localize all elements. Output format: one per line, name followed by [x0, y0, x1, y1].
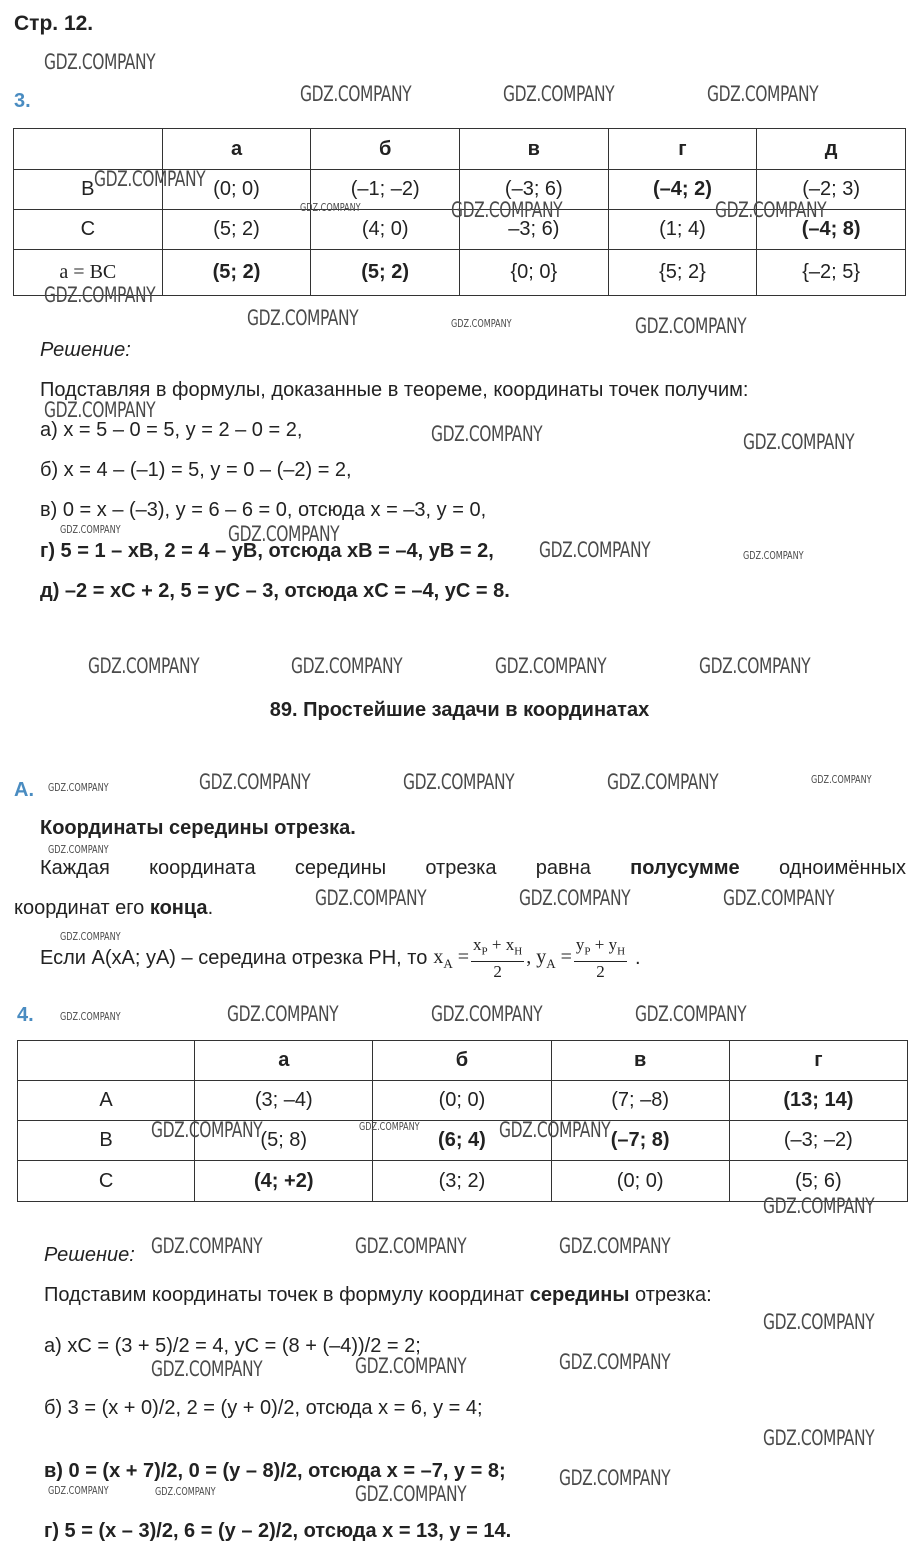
solution-line-c: в) 0 = x – (–3), y = 6 – 6 = 0, отсюда x = –3, y = 0,: [40, 499, 487, 521]
text: координат его: [14, 897, 150, 919]
watermark: GDZ.COMPANY: [228, 522, 340, 546]
watermark: GDZ.COMPANY: [291, 654, 403, 678]
table-cell: {0; 0}: [459, 250, 608, 296]
table-cell: [18, 1041, 195, 1081]
table-cell: {5; 2}: [608, 250, 757, 296]
watermark: GDZ.COMPANY: [355, 1482, 467, 1506]
table-cell: C: [18, 1161, 195, 1202]
table-cell: (–2; 3): [757, 170, 906, 210]
watermark: GDZ.COMPANY: [315, 886, 427, 910]
table-cell: B: [18, 1121, 195, 1161]
task4-number: 4.: [17, 1004, 34, 1026]
watermark: GDZ.COMPANY: [539, 538, 651, 562]
table-cell: A: [18, 1081, 195, 1121]
watermark: GDZ.COMPANY: [60, 1010, 121, 1023]
watermark: GDZ.COMPANY: [48, 781, 109, 794]
table-cell: (–3; 6): [459, 170, 608, 210]
watermark: GDZ.COMPANY: [763, 1426, 875, 1450]
watermark: GDZ.COMPANY: [723, 886, 835, 910]
watermark: GDZ.COMPANY: [151, 1118, 263, 1142]
watermark: GDZ.COMPANY: [48, 1484, 109, 1497]
watermark: GDZ.COMPANY: [48, 843, 109, 856]
watermark: GDZ.COMPANY: [635, 1002, 747, 1026]
table-header-row: [18, 1041, 908, 1081]
watermark: GDZ.COMPANY: [151, 1234, 263, 1258]
table-cell: (1; 4): [608, 210, 757, 250]
watermark: GDZ.COMPANY: [151, 1357, 263, 1381]
table-cell: (13; 14): [729, 1081, 907, 1121]
table-cell: (5; 8): [195, 1121, 373, 1161]
solution4-line-c: в) 0 = (x + 7)/2, 0 = (y – 8)/2, отсюда x = –7, y = 8;: [44, 1460, 506, 1482]
watermark: GDZ.COMPANY: [199, 770, 311, 794]
watermark: GDZ.COMPANY: [699, 654, 811, 678]
table-header-row: [14, 129, 906, 170]
part-a-paragraph-2: [14, 897, 213, 920]
solution4-line-a: а) xC = (3 + 5)/2 = 4, yC = (8 + (–4))/2 = 2;: [44, 1335, 421, 1357]
table-header-cell: в: [551, 1041, 729, 1081]
watermark: GDZ.COMPANY: [155, 1485, 216, 1498]
table-cell: (0; 0): [551, 1161, 729, 1202]
formula-part: .: [635, 947, 641, 970]
solution-line-d: г) 5 = 1 – xB, 2 = 4 – yB, отсюда xB = –4, yB = 2,: [40, 540, 494, 562]
table-cell: C: [14, 210, 163, 250]
solution-line-a: а) x = 5 – 0 = 5, y = 2 – 0 = 2,: [40, 419, 303, 441]
watermark: GDZ.COMPANY: [300, 201, 361, 214]
text: Подставим координаты точек в формулу координат: [44, 1284, 530, 1306]
solution4-line-b: б) 3 = (x + 0)/2, 2 = (y + 0)/2, отсюда x = 6, y = 4;: [44, 1397, 483, 1419]
watermark: GDZ.COMPANY: [707, 82, 819, 106]
table-header-cell: б: [311, 129, 460, 170]
watermark: GDZ.COMPANY: [247, 306, 359, 330]
table-cell: (5; 2): [162, 210, 311, 250]
formula-part: , $y_A$ =: [526, 945, 572, 971]
watermark: GDZ.COMPANY: [431, 422, 543, 446]
table-header-cell: а: [195, 1041, 373, 1081]
formula-text: Если A(xA; yA) – середина отрезка PH, то: [40, 947, 428, 970]
part-a-paragraph: [40, 857, 906, 880]
watermark: GDZ.COMPANY: [44, 283, 156, 307]
page-label: Стр. 12.: [14, 12, 94, 35]
section-title: 89. Простейшие задачи в координатах: [269, 699, 650, 721]
table-cell: (4; 0): [311, 210, 460, 250]
part-a-heading: Координаты середины отрезка.: [40, 817, 356, 839]
watermark: GDZ.COMPANY: [227, 1002, 339, 1026]
watermark: GDZ.COMPANY: [715, 198, 827, 222]
formula-part: $x_A$ =: [433, 945, 470, 971]
table-header-cell: б: [373, 1041, 551, 1081]
solution-intro-2: [44, 1284, 712, 1307]
watermark: GDZ.COMPANY: [60, 930, 121, 943]
watermark: GDZ.COMPANY: [499, 1118, 611, 1142]
solution4-line-d: г) 5 = (x – 3)/2, 6 = (y – 2)/2, отсюда x = 13, y = 14.: [44, 1520, 512, 1542]
task3-number: 3.: [14, 90, 31, 112]
watermark: GDZ.COMPANY: [763, 1194, 875, 1218]
watermark: GDZ.COMPANY: [559, 1234, 671, 1258]
text: одноимённых: [739, 857, 906, 879]
watermark: GDZ.COMPANY: [355, 1354, 467, 1378]
solution-title: Решение:: [40, 339, 131, 361]
watermark: GDZ.COMPANY: [60, 523, 121, 536]
watermark: GDZ.COMPANY: [44, 50, 156, 74]
table-cell: (5; 2): [162, 250, 311, 296]
table-cell: (3; –4): [195, 1081, 373, 1121]
table-cell: (–1; –2): [311, 170, 460, 210]
table-cell: (0; 0): [162, 170, 311, 210]
watermark: GDZ.COMPANY: [503, 82, 615, 106]
table-cell: a = BC: [14, 250, 163, 296]
watermark: GDZ.COMPANY: [431, 1002, 543, 1026]
watermark: GDZ.COMPANY: [743, 549, 804, 562]
watermark: GDZ.COMPANY: [811, 773, 872, 786]
table-header-cell: г: [729, 1041, 907, 1081]
fraction: $\frac{y_P + y_H}{2}$: [575, 935, 626, 982]
table-cell: (5; 2): [311, 250, 460, 296]
text-bold: конца: [149, 897, 208, 919]
table-header-cell: д: [757, 129, 906, 170]
part-a-number: А.: [14, 779, 34, 801]
text-bold: полусумме: [630, 857, 740, 879]
table-cell: (4; +2): [195, 1161, 373, 1202]
table-cell: (3; 2): [373, 1161, 551, 1202]
table-header-cell: г: [608, 129, 757, 170]
watermark: GDZ.COMPANY: [451, 317, 512, 330]
watermark: GDZ.COMPANY: [94, 167, 206, 191]
watermark: GDZ.COMPANY: [359, 1120, 420, 1133]
text: Каждая координата середины отрезка равна: [40, 857, 631, 879]
table-cell: (–3; –2): [729, 1121, 907, 1161]
fraction: $\frac{x_P + x_H}{2}$: [473, 935, 523, 982]
table-header-cell: в: [459, 129, 608, 170]
solution-line-b: б) x = 4 – (–1) = 5, y = 0 – (–2) = 2,: [40, 459, 352, 481]
watermark: GDZ.COMPANY: [743, 430, 855, 454]
table-cell: (0; 0): [373, 1081, 551, 1121]
solution-line-e: д) –2 = xC + 2, 5 = yC – 3, отсюда xC = –4, yC = 8.: [40, 580, 510, 602]
midpoint-formula: [40, 935, 641, 982]
table-cell: –3; 6): [459, 210, 608, 250]
text-bold: середины: [529, 1284, 630, 1306]
watermark: GDZ.COMPANY: [451, 198, 563, 222]
table-cell: B: [14, 170, 163, 210]
text: отрезка:: [629, 1284, 712, 1306]
watermark: GDZ.COMPANY: [559, 1350, 671, 1374]
watermark: GDZ.COMPANY: [559, 1466, 671, 1490]
watermark: GDZ.COMPANY: [300, 82, 412, 106]
table-cell: (6; 4): [373, 1121, 551, 1161]
table-row: [18, 1081, 908, 1121]
watermark: GDZ.COMPANY: [355, 1234, 467, 1258]
watermark: GDZ.COMPANY: [44, 398, 156, 422]
solution-title-2: Решение:: [44, 1244, 135, 1266]
table-header-cell: а: [162, 129, 311, 170]
watermark: GDZ.COMPANY: [495, 654, 607, 678]
table-cell: (5; 6): [729, 1161, 907, 1202]
watermark: GDZ.COMPANY: [763, 1310, 875, 1334]
text: .: [207, 897, 214, 919]
solution-intro: Подставляя в формулы, доказанные в теореме, координаты точек получим:: [40, 379, 749, 401]
table-cell: (7; –8): [551, 1081, 729, 1121]
watermark: GDZ.COMPANY: [403, 770, 515, 794]
watermark: GDZ.COMPANY: [519, 886, 631, 910]
watermark: GDZ.COMPANY: [88, 654, 200, 678]
table-cell: (–4; 2): [608, 170, 757, 210]
table-cell: [14, 129, 163, 170]
table-cell: (–7; 8): [551, 1121, 729, 1161]
watermark: GDZ.COMPANY: [607, 770, 719, 794]
table-cell: {–2; 5}: [757, 250, 906, 296]
watermark: GDZ.COMPANY: [635, 314, 747, 338]
table-cell: (–4; 8): [757, 210, 906, 250]
